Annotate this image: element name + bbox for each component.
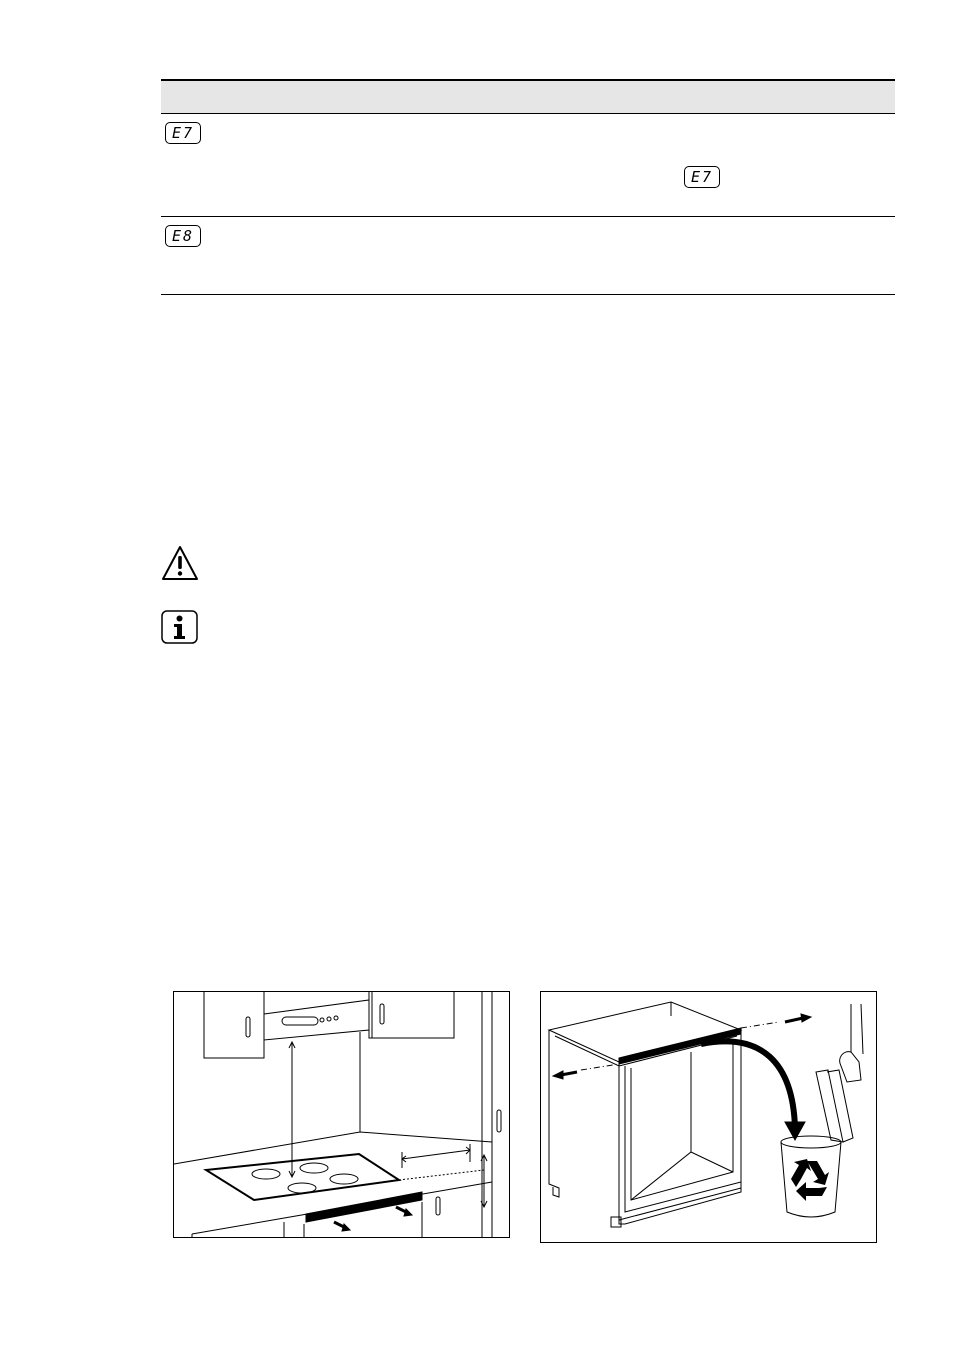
- error-code-inline-icon: [684, 166, 720, 188]
- error-code: E7: [171, 123, 195, 142]
- error-code-icon: [165, 122, 201, 144]
- recycle-icon: [791, 1159, 829, 1201]
- table-row: [161, 217, 895, 295]
- table-row: [161, 114, 895, 217]
- hob-installation-illustration: [173, 991, 510, 1238]
- warning-triangle-icon: [160, 544, 200, 582]
- cabinet-preparation-illustration: [540, 991, 877, 1243]
- info-icon: [161, 610, 198, 644]
- error-code-icon: [165, 225, 201, 247]
- error-code: E8: [171, 226, 195, 245]
- table-header: [161, 79, 895, 114]
- error-code-table: [161, 79, 895, 295]
- error-code-inline: E7: [690, 167, 714, 186]
